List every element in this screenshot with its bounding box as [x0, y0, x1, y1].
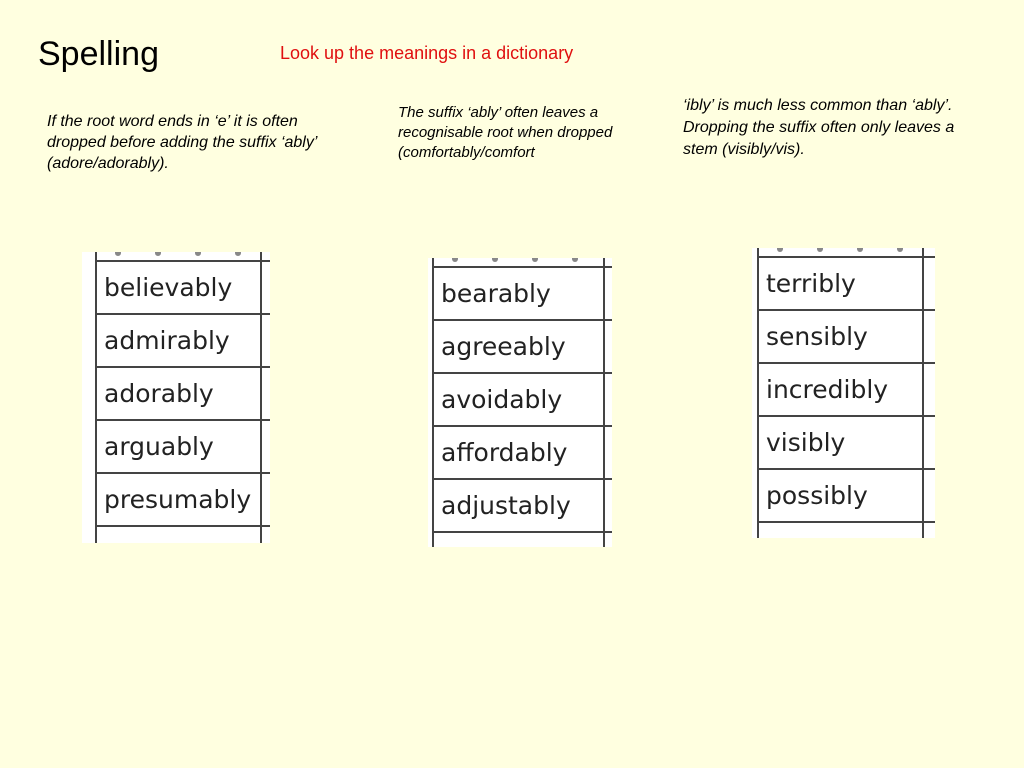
rule-note-ibly-stem: ‘ibly’ is much less common than ‘ably’. Dropping the suffix often only leaves a stem (visibly/vis). — [683, 97, 955, 158]
table-right-border — [260, 252, 262, 543]
table-cropped-header — [95, 252, 270, 262]
word-cell: visibly — [757, 417, 935, 470]
word-cell: believably — [95, 262, 270, 315]
word-cell: presumably — [95, 474, 270, 527]
dictionary-instruction: Look up the meanings in a dictionary — [280, 43, 574, 63]
word-cell: incredibly — [757, 364, 935, 417]
table-right-border — [922, 248, 924, 538]
word-cell: adorably — [95, 368, 270, 421]
table-cropped-header — [432, 258, 612, 268]
rule-note-ably-root: The suffix ‘ably’ often leaves a recognisable root when dropped (comfortably/comfort — [398, 104, 613, 161]
word-cell: adjustably — [432, 480, 612, 533]
word-cell: terribly — [757, 258, 935, 311]
word-table-ibly-stem — [752, 248, 935, 538]
word-cell: sensibly — [757, 311, 935, 364]
word-table-ably-root — [428, 258, 612, 547]
table-right-border — [603, 258, 605, 547]
word-cell: agreeably — [432, 321, 612, 374]
table-cropped-header — [757, 248, 935, 258]
word-cell: arguably — [95, 421, 270, 474]
word-cell: possibly — [757, 470, 935, 523]
slide-title: Spelling — [38, 35, 159, 73]
word-cell: avoidably — [432, 374, 612, 427]
word-cell: admirably — [95, 315, 270, 368]
word-cell: affordably — [432, 427, 612, 480]
rule-note-drop-e: If the root word ends in ‘e’ it is often dropped before adding the suffix ‘ably’ (adore/adorably). — [47, 113, 317, 172]
word-cell: bearably — [432, 268, 612, 321]
word-table-drop-e — [82, 252, 270, 543]
